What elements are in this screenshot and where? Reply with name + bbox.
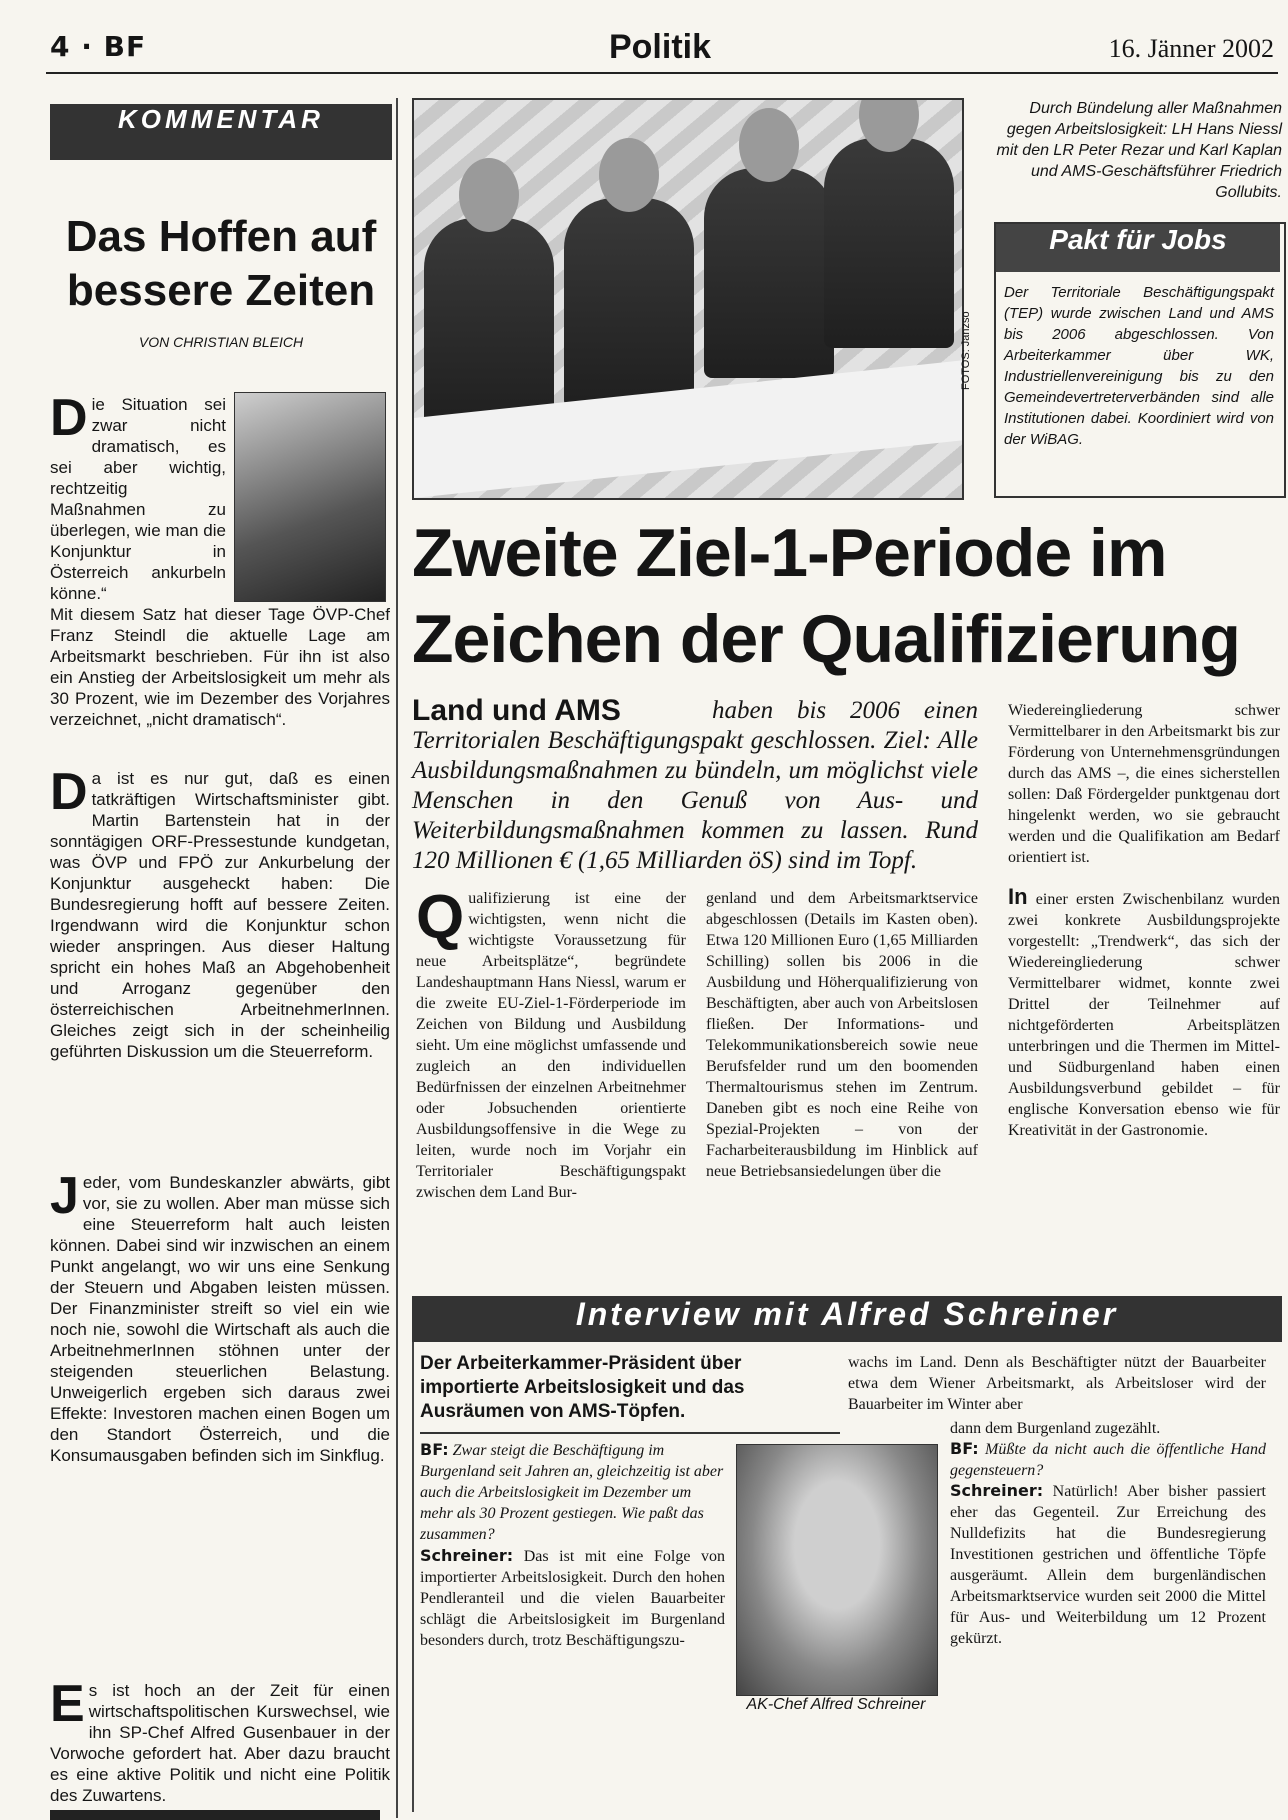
article-column-1: Qualifizierung ist eine der wichtigsten, wenn nicht die wichtigste Voraussetzung für neue Arbeitsplätze“, begründete Landeshauptmann Hans Niessl, warum er die zweite EU-Ziel-1-Förderperiode im Zeichen von Bildung und Ausbildung sieht. Um eine möglichst umfassende und zugleich an den individuellen Bedürfnissen der einzelnen Arbeitnehmer oder Jobsuchenden orientierte Ausbildungsoffensive in die Wege zu leiten, wurde noch im Vorjahr ein Territorialer Beschäftigungspakt zwischen dem Land Bur- xyxy=(416,883,686,1201)
article-column-2: genland und dem Arbeitsmarktservice abgeschlossen (Details im Kasten oben). Etwa 120 Millionen Euro (1,65 Milliarden Schilling) sollen bis 2006 in die Ausbildung und Höherqualifizierung von Beschäftigten, aber auch von Arbeitslosen fließen. Der Informations- und Telekommunikationsbereich sowie neue Berufsfelder rund um den boomenden Thermaltourismus stehen im Zentrum. Daneben gibt es noch eine Reihe von Spezial-Projekten – von der Facharbeiterausbildung im Hinblick auf neue Betriebsansiedelungen über die xyxy=(706,890,978,1180)
interview-column-2 xyxy=(950,1418,1266,1649)
interview-lead: Der Arbeiterkammer-Präsident über importierte Arbeitslosigkeit und das Ausräumen von AMS-Töpfen. xyxy=(420,1353,745,1422)
article-paragraph: Wiedereingliederung schwer Vermittelbarer in den Arbeitsmarkt bis zur Förderung von Unternehmensgründungen durch das AMS –, die eines sicherstellen sollen: Daß Fördergelder punktgenau dort hingelenkt werden, wo sie gebraucht werden und die Qualifikation am Bedarf orientiert ist. xyxy=(1008,702,1280,866)
commentary-paragraph: Es ist hoch an der Zeit für einen wirtschaftspolitischen Kurswechsel, wie ihn SP-Chef Alfred Gusenbauer in der Vorwoche gefordert hat. Aber dazu braucht es eine aktive Politik und nicht eine Politik des Zuwartens. xyxy=(50,1675,390,1805)
interview-answer: Schreiner: Das ist mit eine Folge von importierter Arbeitslosigkeit. Durch den hohen Pendleranteil und die vielen Bauarbeiter schlägt die Arbeitslosigkeit im Burgenland besonders durch, trotz Beschäftigungszu- xyxy=(420,1546,725,1649)
article-column-3 xyxy=(1008,700,1280,1141)
article-headline: Zweite Ziel-1-Periode im Zeichen der Qualifizierung xyxy=(412,515,1240,677)
interview-question: BF: Zwar steigt die Beschäftigung im Burgenland seit Jahren an, gleichzeitig ist aber auch die Arbeitslosigkeit im Dezember um mehr als 30 Prozent gestiegen. Wie paßt das zusammen? xyxy=(420,1440,724,1543)
person-head xyxy=(859,98,919,152)
interview-rule xyxy=(420,1432,840,1434)
photo-caption: Durch Bündelung aller Maßnahmen gegen Arbeitslosigkeit: LH Hans Niessl mit den LR Peter Rezar und Karl Kaplan und AMS-Geschäftsführer Friedrich Gollubits. xyxy=(996,100,1282,201)
page-number-section: 4 · BF xyxy=(50,30,147,63)
interview-answer: wachs im Land. Denn als Beschäftigter nützt der Bauarbeiter etwa dem Wiener Arbeitsmarkt, als Arbeitsloser wird der Bauarbeiter im Winter aber xyxy=(848,1354,1266,1413)
interviewee-photo-caption: AK-Chef Alfred Schreiner xyxy=(746,1696,926,1713)
press-conference-photo xyxy=(412,98,964,500)
commentary-paragraph: Mit diesem Satz hat dieser Tage ÖVP-Chef Franz Steindl die aktuelle Lage am Arbeitsmarkt beschrieben. Für ihn ist also ein Anstieg der Arbeitslosigkeit um mehr als 30 Prozent, wie im Dezember des Vorjahres verzeichnet, „nicht dramatisch“. xyxy=(50,605,390,729)
interview-question: BF: Müßte da nicht auch die öffentliche Hand gegensteuern? xyxy=(950,1439,1266,1479)
commentary-end-bar xyxy=(50,1810,380,1820)
issue-date: 16. Jänner 2002 xyxy=(1108,34,1274,63)
article-lead: haben bis 2006 einen Territorialen Beschäftigungspakt geschlossen. Ziel: Alle Ausbildungsmaßnahmen zu bündeln, um möglichst viele Menschen in den Genuß von Aus- und Weiterbildungsmaßnahmen kommen zu lassen. Rund 120 Millionen € (1,65 Milliarden öS) sind im Topf. xyxy=(412,697,978,874)
pakt-box-text: Der Territoriale Beschäftigungspakt (TEP) wurde zwischen Land und AMS bis 2006 abgeschlossen. Von Arbeiterkammer über WK, Industriellenvereinigung bis zu den Gemeindevertreterverbänden sind alle Institutionen dabei. Koordiniert wird von der WiBAG. xyxy=(1004,284,1274,448)
kommentar-label: KOMMENTAR xyxy=(50,104,392,160)
person-figure xyxy=(424,218,554,428)
drop-cap: D xyxy=(50,763,88,821)
drop-cap: J xyxy=(50,1167,79,1225)
article-paragraph: In einer ersten Zwischenbilanz wurden zwei konkrete Ausbildungsprojekte vorgestellt: „Trendwerk“, das sich der Wiedereingliederung schwer Vermittelbarer widmet, konnte zwei Drittel der Teilnehmer auf nichtgeförderten Arbeitsplätzen unterbringen und die Thermen im Mittel- und Südburgenland haben einen Ausbildungsverbund gebildet – für englische Konversation ebenso wie für Kreativität in der Gastronomie. xyxy=(1008,884,1280,1139)
pakt-box-title: Pakt für Jobs xyxy=(996,224,1280,272)
person-figure xyxy=(704,168,834,378)
commentary-paragraph: Da ist es nur gut, daß es einen tatkräftigen Wirtschaftsminister gibt. Martin Bartenstein hat in der sonntägigen ORF-Pressestunde kundgetan, was ÖVP und FPÖ zur Ankurbelung der Konjunktur ausgeheckt haben: Die Bundesregierung hofft auf bessere Zeiten. Irgendwann wird die Konjunktur schon wieder anspringen. Aus dieser Haltung spricht ein hohes Maß an Abgehobenheit und Arroganz gegenüber den österreichischen ArbeitnehmerInnen. Gleiches zeigt sich in der scheinheilig geführten Diskussion um die Steuerreform. xyxy=(50,763,390,1061)
interview-title: Interview mit Alfred Schreiner xyxy=(412,1296,1282,1342)
person-figure xyxy=(824,138,954,348)
interview-answer: Schreiner: Natürlich! Aber bisher passiert eher das Gegenteil. Zur Erreichung des Nulldefizits hat die Bundesregierung Investitionen gestrichen und öffentliche Töpfe ausgeräumt. Allein dem burgenländischen Arbeitsmarktservice wurden seit 2000 die Mittel für Aus- und Weiterbildung um 12 Prozent gekürzt. xyxy=(950,1481,1266,1647)
commentary-author: VON CHRISTIAN BLEICH xyxy=(138,334,304,350)
drop-cap: D xyxy=(50,389,88,447)
speaker-label: Schreiner: xyxy=(420,1546,514,1565)
drop-cap: E xyxy=(50,1675,85,1733)
section-title: Politik xyxy=(608,28,712,66)
drop-cap: Q xyxy=(416,883,465,952)
interview-answer: dann dem Burgenland zugezählt. xyxy=(950,1420,1161,1437)
interviewee-photo xyxy=(736,1444,938,1696)
author-photo xyxy=(234,392,386,602)
photo-credit: FOTOS: Janzso xyxy=(960,311,972,390)
speaker-label: BF: xyxy=(420,1440,449,1459)
person-head xyxy=(599,138,659,212)
commentary-title: Das Hoffen auf bessere Zeiten xyxy=(65,212,377,315)
commentary-paragraph: Jeder, vom Bundeskanzler abwärts, gibt vor, sie zu wollen. Aber man müsse sich eine Steuerreform halt auch leisten können. Dabei sind wir inzwischen an einem Punkt angelangt, wo wir uns eine Senkung der Steuern und Abgaben leisten müssen. Der Finanzminister streift so viel ein wie noch nie, sowohl die Wirtschaft als auch die ArbeitnehmerInnen stöhnen unter der steigenden steuerlichen Belastung. Unweigerlich ergeben sich daraus zwei Effekte: Investoren machen einen Bogen um den Standort Österreich, und die Konsumausgaben befinden sich im Sinkflug. xyxy=(50,1167,390,1465)
speaker-label: BF: xyxy=(950,1439,979,1458)
speaker-label: Schreiner: xyxy=(950,1481,1044,1500)
bold-start: In xyxy=(1008,884,1028,909)
header-rule xyxy=(46,72,1278,74)
person-figure xyxy=(564,198,694,408)
person-head xyxy=(739,108,799,182)
commentary-paragraph: Die Situation sei zwar nicht dramatisch, es sei aber wichtig, rechtzeitig Maßnahmen zu überlegen, wie man die Konjunktur in Österreich ankurbeln könne.“ xyxy=(50,389,226,603)
person-head xyxy=(459,158,519,232)
lead-bold-start: Land und AMS xyxy=(412,694,621,727)
